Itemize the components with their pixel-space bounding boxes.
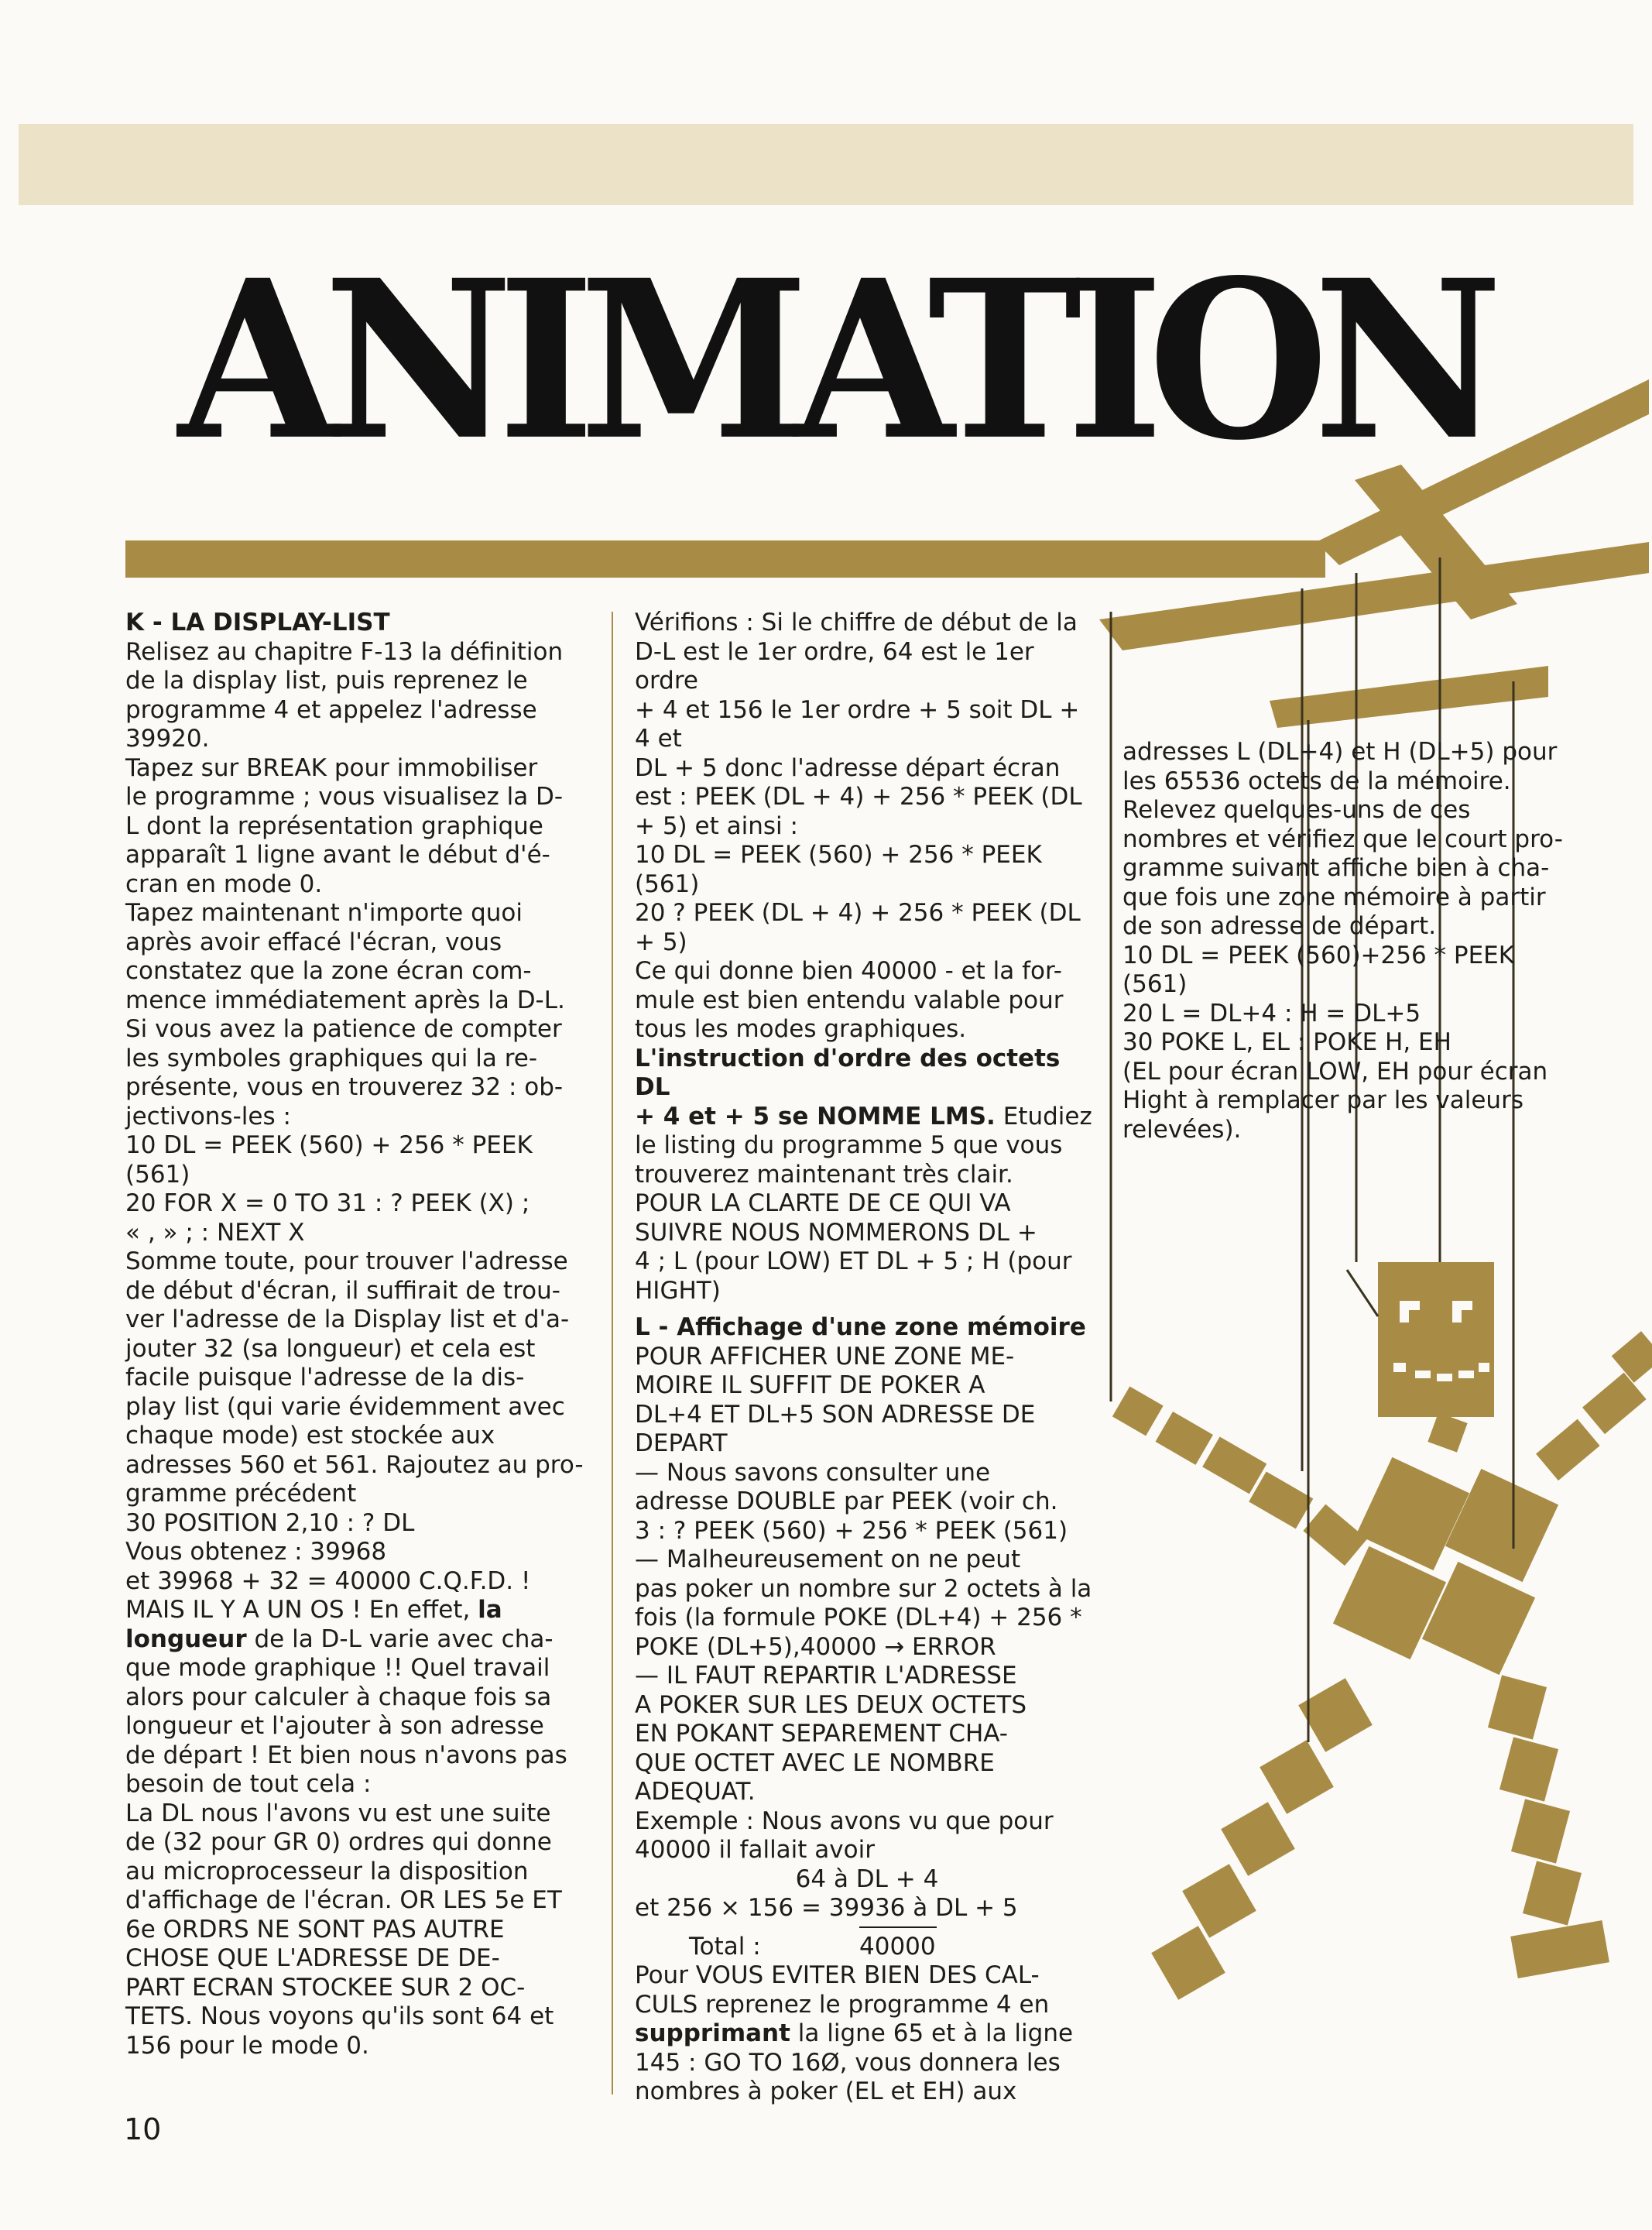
total-label: Total : <box>689 1932 761 1961</box>
puppet-arm <box>1612 1331 1652 1383</box>
col1-line: Relisez au chapitre F-13 la définition <box>125 637 564 666</box>
col1-line: 20 FOR X = 0 TO 31 : ? PEEK (X) ; <box>125 1189 530 1217</box>
col1-line: programme 4 et appelez l'adresse <box>125 695 537 724</box>
col1-line: 39920. <box>125 725 210 753</box>
col2-line: + 4 et 156 le 1er ordre + 5 soit DL + 4 et <box>635 695 1088 753</box>
sum-rule <box>859 1926 937 1933</box>
col1-line: adresses 560 et 561. Rajoutez au pro- <box>125 1450 584 1479</box>
col2-line: Exemple : Nous avons vu que pour <box>635 1806 1054 1835</box>
col3-line: Relevez quelques-uns de ces <box>1122 796 1471 824</box>
total-value: 40000 <box>859 1932 936 1961</box>
col2-line: Vérifions : Si le chiffre de début de la <box>635 609 1078 636</box>
col2-bold-text: + 4 et + 5 se NOMME LMS. <box>635 1102 996 1130</box>
col3-line: gramme suivant affiche bien à cha- <box>1122 854 1550 882</box>
col1-line: PART ECRAN STOCKEE SUR 2 OC- <box>125 1973 526 2002</box>
col2-line: trouverez maintenant très clair. <box>635 1160 1013 1189</box>
col3-line: que fois une zone mémoire à partir <box>1122 883 1546 911</box>
col2-line: — IL FAUT REPARTIR L'ADRESSE <box>635 1662 1017 1690</box>
col3-line: 10 DL = PEEK (560)+256 * PEEK <box>1122 941 1515 969</box>
page-title: ANIMATION <box>178 232 1488 489</box>
col2-line: fois (la formule POKE (DL+4) + 256 * <box>635 1604 1082 1631</box>
control-bar-upper <box>1316 379 1649 565</box>
col2-line: est : PEEK (DL + 4) + 256 * PEEK (DL <box>635 783 1082 811</box>
puppet-foot <box>1510 1920 1609 1978</box>
total-line <box>635 1933 1099 1962</box>
col2-line: + 5) et ainsi : <box>635 811 798 840</box>
col1-line: CHOSE QUE L'ADRESSE DE DE- <box>125 1944 500 1972</box>
col1-line: gramme précédent <box>125 1480 357 1508</box>
col1-line: ver l'adresse de la Display list et d'a- <box>125 1305 570 1333</box>
col2-line: SUIVRE NOUS NOMMERONS DL + <box>635 1218 1037 1247</box>
column-2 <box>635 609 1099 2107</box>
col2-line: adresse DOUBLE par PEEK (voir ch. <box>635 1487 1058 1515</box>
col1-line: TETS. Nous voyons qu'ils sont 64 et <box>125 2002 554 2030</box>
puppet-strings <box>1111 558 1513 1742</box>
col1-line: que mode graphique !! Quel travail <box>125 1654 550 1682</box>
col1-line: le programme ; vous visualisez la D- <box>125 783 564 811</box>
col1-line: 156 pour le mode 0. <box>125 2031 369 2060</box>
col2-line: le listing du programme 5 que vous <box>635 1131 1063 1159</box>
col2-line: 40000 il fallait avoir <box>635 1836 875 1864</box>
col1-line: d'affichage de l'écran. OR LES 5e ET <box>125 1886 562 1914</box>
col1-line: Somme toute, pour trouver l'adresse <box>125 1247 568 1275</box>
col3-line: les 65536 octets de la mémoire. <box>1122 767 1511 795</box>
puppet-leg <box>1182 1864 1256 1938</box>
col3-line: adresses L (DL+4) et H (DL+5) pour <box>1122 738 1558 766</box>
col1-line: au microprocesseur la disposition <box>125 1857 529 1885</box>
puppet-arm <box>1536 1419 1600 1480</box>
col1-line: jouter 32 (sa longueur) et cela est <box>125 1334 536 1363</box>
puppet-arm <box>1112 1386 1164 1436</box>
puppet-leg <box>1511 1799 1570 1863</box>
col1-line: chaque mode) est stockée aux <box>125 1422 495 1450</box>
control-bar-lower <box>1270 666 1548 728</box>
col1-bold-text: longueur <box>125 1624 247 1653</box>
col1-line: de début d'écran, il suffirait de trou- <box>125 1276 560 1305</box>
col1-line: présente, vous en trouverez 32 : ob- <box>125 1073 564 1101</box>
col2-mixed-line <box>635 1103 1099 1132</box>
col2-bold-line: L'instruction d'ordre des octets DL <box>635 1044 1069 1101</box>
col2-line: 4 ; L (pour LOW) ET DL + 5 ; H (pour <box>635 1247 1072 1275</box>
col3-line: (561) <box>1122 970 1188 998</box>
col2-line: 145 : GO TO 16Ø, vous donnera les <box>635 2048 1061 2077</box>
col1-line: constatez que la zone écran com- <box>125 957 532 985</box>
col1-line: apparaît 1 ligne avant le début d'é- <box>125 841 550 869</box>
col1-line: Vous obtenez : 39968 <box>125 1538 387 1566</box>
puppet-head <box>1378 1262 1494 1417</box>
col3-line: (EL pour écran LOW, EH pour écran <box>1122 1057 1548 1086</box>
col2-text: la ligne 65 et à la ligne <box>790 2019 1074 2047</box>
section-heading-k: K - LA DISPLAY-LIST <box>125 609 390 636</box>
col2-line: D-L est le 1er ordre, 64 est le 1er ordre <box>635 637 1042 695</box>
puppet-leg <box>1221 1802 1295 1876</box>
col1-line: Tapez sur BREAK pour immobiliser <box>125 753 538 782</box>
col2-line: POUR AFFICHER UNE ZONE ME- <box>635 1342 1015 1371</box>
col2-line: 20 ? PEEK (DL + 4) + 256 * PEEK (DL <box>635 899 1081 927</box>
col2-line: 3 : ? PEEK (560) + 256 * PEEK (561) <box>635 1516 1068 1545</box>
col1-line: de départ ! Et bien nous n'avons pas <box>125 1741 567 1769</box>
puppet-arm <box>1249 1471 1313 1528</box>
col1-line: Si vous avez la patience de compter <box>125 1015 562 1043</box>
col3-line: Hight à remplacer par les valeurs <box>1122 1086 1523 1114</box>
col1-line: 10 DL = PEEK (560) + 256 * PEEK <box>125 1131 533 1159</box>
col2-line: DEPART <box>635 1429 728 1457</box>
col1-line: (561) <box>125 1160 190 1189</box>
col2-line: — Malheureusement on ne peut <box>635 1546 1021 1573</box>
puppet-leg <box>1523 1861 1582 1925</box>
col2-bold-text: supprimant <box>635 2019 790 2047</box>
col2-line: QUE OCTET AVEC LE NOMBRE <box>635 1748 995 1777</box>
col3-line: 20 L = DL+4 : H = DL+5 <box>1122 999 1421 1028</box>
col2-line: tous les modes graphiques. <box>635 1015 967 1043</box>
col1-line: jectivons-les : <box>125 1102 291 1130</box>
column-3 <box>1122 738 1587 1144</box>
col1-line: L dont la représentation graphique <box>125 811 543 840</box>
col2-line: DL + 5 donc l'adresse départ écran <box>635 753 1061 782</box>
col1-line: play list (qui varie évidemment avec <box>125 1392 565 1421</box>
puppet-leg <box>1298 1678 1373 1752</box>
puppet-arm <box>1156 1412 1213 1465</box>
col3-line: 30 POKE L, EL : POKE H, EH <box>1122 1028 1451 1056</box>
puppet-arm <box>1303 1504 1367 1566</box>
puppet-leg <box>1260 1740 1334 1814</box>
section-heading-l: L - Affichage d'une zone mémoire <box>635 1313 1086 1341</box>
col2-line: + 5) <box>635 928 687 956</box>
col2-line: EN POKANT SEPAREMENT CHA- <box>635 1720 1008 1748</box>
col1-line: 6e ORDRS NE SONT PAS AUTRE <box>125 1915 505 1944</box>
puppet-leg <box>1488 1675 1547 1739</box>
col1-line: « , » ; : NEXT X <box>125 1218 305 1247</box>
col2-mixed-line <box>635 2019 1099 2049</box>
col3-line: de son adresse de départ. <box>1122 912 1437 940</box>
puppet-arm <box>1202 1436 1266 1494</box>
col2-text: Etudiez <box>995 1102 1092 1130</box>
col3-line: nombres et vérifiez que le court pro- <box>1122 825 1563 853</box>
puppet-leg <box>1151 1926 1225 2000</box>
col2-line: (561) <box>635 870 700 898</box>
col2-line: Pour VOUS EVITER BIEN DES CAL- <box>635 1961 1040 1989</box>
col1-line: La DL nous l'avons vu est une suite <box>125 1799 551 1827</box>
col2-line: POKE (DL+5),40000 → ERROR <box>635 1632 996 1661</box>
col2-line: ADEQUAT. <box>635 1778 756 1806</box>
col1-line: longueur et l'ajouter à son adresse <box>125 1712 544 1740</box>
col2-line: MOIRE IL SUFFIT DE POKER A <box>635 1371 985 1399</box>
col1-line: alors pour calculer à chaque fois sa <box>125 1683 552 1711</box>
col1-text: de la D-L varie avec cha- <box>246 1624 554 1653</box>
page-number: 10 <box>124 2112 162 2146</box>
col1-line: et 39968 + 32 = 40000 C.Q.F.D. ! <box>125 1566 531 1595</box>
col2-line: CULS reprenez le programme 4 en <box>635 1990 1050 2019</box>
col2-line: A POKER SUR LES DEUX OCTETS <box>635 1690 1027 1719</box>
col1-line: après avoir effacé l'écran, vous <box>125 928 502 956</box>
puppet-leg <box>1499 1737 1558 1801</box>
col1-line: de la display list, puis reprenez le <box>125 667 528 695</box>
puppet-arm <box>1582 1373 1647 1434</box>
col2-line: mule est bien entendu valable pour <box>635 986 1064 1014</box>
col1-line: de (32 pour GR 0) ordres qui donne <box>125 1828 552 1856</box>
col1-line: 30 POSITION 2,10 : ? DL <box>125 1508 415 1537</box>
col1-line: mence immédiatement après la D-L. <box>125 986 565 1014</box>
col1-line: besoin de tout cela : <box>125 1770 372 1798</box>
calc-line-1: 64 à DL + 4 <box>795 1865 939 1893</box>
col2-line: nombres à poker (EL et EH) aux <box>635 2077 1017 2105</box>
col3-line: relevées). <box>1122 1115 1242 1144</box>
col2-line: Ce qui donne bien 40000 - et la for- <box>635 957 1062 985</box>
control-bar-long <box>1099 542 1649 650</box>
col2-line: — Nous savons consulter une <box>635 1458 991 1487</box>
col1-text: MAIS IL Y A UN OS ! En effet, <box>125 1596 478 1624</box>
col2-line: pas poker un nombre sur 2 octets à la <box>635 1574 1092 1603</box>
col1-line: les symboles graphiques qui la re- <box>125 1044 538 1072</box>
col2-line: POUR LA CLARTE DE CE QUI VA <box>635 1189 1011 1217</box>
col1-line: facile puisque l'adresse de la dis- <box>125 1364 525 1391</box>
col1-line: cran en mode 0. <box>125 870 323 898</box>
puppet-neck <box>1428 1412 1467 1452</box>
calc-line-2: et 256 × 156 = 39936 à DL + 5 <box>635 1894 1018 1922</box>
col2-line: HIGHT) <box>635 1276 721 1305</box>
col2-line: DL+4 ET DL+5 SON ADRESSE DE <box>635 1400 1036 1429</box>
col1-bold-text: la <box>478 1596 502 1624</box>
col1-line: Tapez maintenant n'importe quoi <box>125 899 523 927</box>
col2-line: 10 DL = PEEK (560) + 256 * PEEK <box>635 841 1042 869</box>
